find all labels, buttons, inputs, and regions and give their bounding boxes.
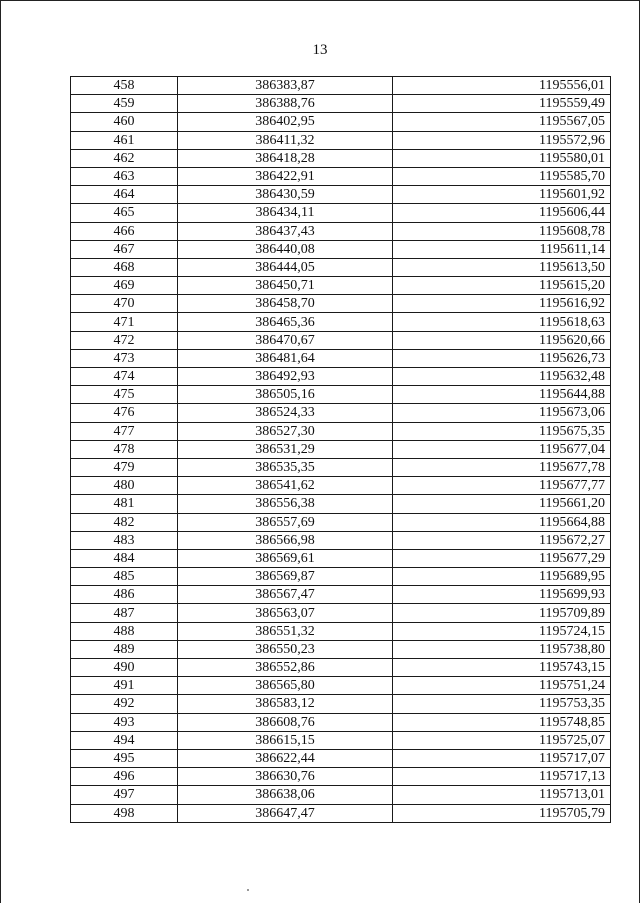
table-row: [71, 586, 611, 604]
point-number-cell: 462: [71, 149, 178, 167]
point-number-cell: 472: [71, 331, 178, 349]
y-coordinate-cell: 1195661,20: [393, 495, 611, 513]
table-row: [71, 495, 611, 513]
y-coordinate-cell: 1195613,50: [393, 258, 611, 276]
point-number-cell: 495: [71, 749, 178, 767]
y-coordinate-cell: 1195620,66: [393, 331, 611, 349]
coordinates-table: [70, 76, 611, 823]
table-row: [71, 167, 611, 185]
x-coordinate-cell: 386567,47: [178, 586, 393, 604]
y-coordinate-cell: 1195567,05: [393, 113, 611, 131]
x-coordinate-cell: 386583,12: [178, 695, 393, 713]
y-coordinate-cell: 1195559,49: [393, 95, 611, 113]
y-coordinate-cell: 1195751,24: [393, 677, 611, 695]
y-coordinate-cell: 1195618,63: [393, 313, 611, 331]
x-coordinate-cell: 386402,95: [178, 113, 393, 131]
point-number-cell: 459: [71, 95, 178, 113]
y-coordinate-cell: 1195606,44: [393, 204, 611, 222]
y-coordinate-cell: 1195689,95: [393, 568, 611, 586]
page-number: 13: [312, 42, 328, 58]
point-number-cell: 473: [71, 349, 178, 367]
table-row: [71, 804, 611, 822]
table-row: [71, 458, 611, 476]
y-coordinate-cell: 1195585,70: [393, 167, 611, 185]
point-number-cell: 498: [71, 804, 178, 822]
table-row: [71, 604, 611, 622]
y-coordinate-cell: 1195717,13: [393, 768, 611, 786]
table-row: [71, 349, 611, 367]
x-coordinate-cell: 386418,28: [178, 149, 393, 167]
y-coordinate-cell: 1195709,89: [393, 604, 611, 622]
x-coordinate-cell: 386444,05: [178, 258, 393, 276]
table-row: [71, 768, 611, 786]
table-row: [71, 295, 611, 313]
x-coordinate-cell: 386492,93: [178, 368, 393, 386]
point-number-cell: 488: [71, 622, 178, 640]
y-coordinate-cell: 1195743,15: [393, 659, 611, 677]
point-number-cell: 483: [71, 531, 178, 549]
table-row: [71, 549, 611, 567]
x-coordinate-cell: 386557,69: [178, 513, 393, 531]
table-row: [71, 513, 611, 531]
table-row: [71, 313, 611, 331]
table-row: [71, 713, 611, 731]
x-coordinate-cell: 386638,06: [178, 786, 393, 804]
x-coordinate-cell: 386550,23: [178, 640, 393, 658]
point-number-cell: 468: [71, 258, 178, 276]
point-number-cell: 458: [71, 77, 178, 95]
x-coordinate-cell: 386437,43: [178, 222, 393, 240]
point-number-cell: 474: [71, 368, 178, 386]
table-row: [71, 731, 611, 749]
y-coordinate-cell: 1195677,77: [393, 477, 611, 495]
x-coordinate-cell: 386411,32: [178, 131, 393, 149]
y-coordinate-cell: 1195632,48: [393, 368, 611, 386]
point-number-cell: 465: [71, 204, 178, 222]
table-row: [71, 568, 611, 586]
y-coordinate-cell: 1195611,14: [393, 240, 611, 258]
y-coordinate-cell: 1195677,04: [393, 440, 611, 458]
x-coordinate-cell: 386470,67: [178, 331, 393, 349]
y-coordinate-cell: 1195717,07: [393, 749, 611, 767]
point-number-cell: 493: [71, 713, 178, 731]
table-row: [71, 477, 611, 495]
x-coordinate-cell: 386434,11: [178, 204, 393, 222]
x-coordinate-cell: 386556,38: [178, 495, 393, 513]
x-coordinate-cell: 386531,29: [178, 440, 393, 458]
table-row: [71, 422, 611, 440]
table-row: [71, 222, 611, 240]
y-coordinate-cell: 1195673,06: [393, 404, 611, 422]
y-coordinate-cell: 1195724,15: [393, 622, 611, 640]
x-coordinate-cell: 386450,71: [178, 277, 393, 295]
x-coordinate-cell: 386524,33: [178, 404, 393, 422]
y-coordinate-cell: 1195644,88: [393, 386, 611, 404]
point-number-cell: 490: [71, 659, 178, 677]
table-row: [71, 331, 611, 349]
table-row: [71, 749, 611, 767]
x-coordinate-cell: 386566,98: [178, 531, 393, 549]
y-coordinate-cell: 1195725,07: [393, 731, 611, 749]
y-coordinate-cell: 1195664,88: [393, 513, 611, 531]
table-row: [71, 368, 611, 386]
point-number-cell: 470: [71, 295, 178, 313]
y-coordinate-cell: 1195672,27: [393, 531, 611, 549]
table-row: [71, 677, 611, 695]
x-coordinate-cell: 386505,16: [178, 386, 393, 404]
table-row: [71, 204, 611, 222]
point-number-cell: 464: [71, 186, 178, 204]
point-number-cell: 475: [71, 386, 178, 404]
table-row: [71, 386, 611, 404]
y-coordinate-cell: 1195601,92: [393, 186, 611, 204]
x-coordinate-cell: 386622,44: [178, 749, 393, 767]
x-coordinate-cell: 386465,36: [178, 313, 393, 331]
y-coordinate-cell: 1195615,20: [393, 277, 611, 295]
y-coordinate-cell: 1195705,79: [393, 804, 611, 822]
y-coordinate-cell: 1195738,80: [393, 640, 611, 658]
x-coordinate-cell: 386383,87: [178, 77, 393, 95]
point-number-cell: 471: [71, 313, 178, 331]
point-number-cell: 477: [71, 422, 178, 440]
x-coordinate-cell: 386565,80: [178, 677, 393, 695]
point-number-cell: 460: [71, 113, 178, 131]
point-number-cell: 492: [71, 695, 178, 713]
table-row: [71, 659, 611, 677]
point-number-cell: 479: [71, 458, 178, 476]
x-coordinate-cell: 386647,47: [178, 804, 393, 822]
x-coordinate-cell: 386563,07: [178, 604, 393, 622]
point-number-cell: 461: [71, 131, 178, 149]
point-number-cell: 476: [71, 404, 178, 422]
x-coordinate-cell: 386527,30: [178, 422, 393, 440]
table-row: [71, 258, 611, 276]
y-coordinate-cell: 1195713,01: [393, 786, 611, 804]
point-number-cell: 463: [71, 167, 178, 185]
table-row: [71, 786, 611, 804]
table-row: [71, 622, 611, 640]
x-coordinate-cell: 386608,76: [178, 713, 393, 731]
x-coordinate-cell: 386481,64: [178, 349, 393, 367]
point-number-cell: 494: [71, 731, 178, 749]
table-row: [71, 186, 611, 204]
point-number-cell: 497: [71, 786, 178, 804]
table-row: [71, 240, 611, 258]
point-number-cell: 484: [71, 549, 178, 567]
y-coordinate-cell: 1195608,78: [393, 222, 611, 240]
y-coordinate-cell: 1195677,78: [393, 458, 611, 476]
y-coordinate-cell: 1195626,73: [393, 349, 611, 367]
x-coordinate-cell: 386615,15: [178, 731, 393, 749]
table-row: [71, 277, 611, 295]
x-coordinate-cell: 386551,32: [178, 622, 393, 640]
point-number-cell: 482: [71, 513, 178, 531]
y-coordinate-cell: 1195753,35: [393, 695, 611, 713]
y-coordinate-cell: 1195677,29: [393, 549, 611, 567]
point-number-cell: 496: [71, 768, 178, 786]
coordinates-table-body: [71, 77, 611, 823]
x-coordinate-cell: 386541,62: [178, 477, 393, 495]
y-coordinate-cell: 1195616,92: [393, 295, 611, 313]
x-coordinate-cell: 386422,91: [178, 167, 393, 185]
x-coordinate-cell: 386440,08: [178, 240, 393, 258]
table-row: [71, 695, 611, 713]
point-number-cell: 480: [71, 477, 178, 495]
x-coordinate-cell: 386569,61: [178, 549, 393, 567]
y-coordinate-cell: 1195675,35: [393, 422, 611, 440]
y-coordinate-cell: 1195556,01: [393, 77, 611, 95]
y-coordinate-cell: 1195748,85: [393, 713, 611, 731]
point-number-cell: 467: [71, 240, 178, 258]
point-number-cell: 487: [71, 604, 178, 622]
table-row: [71, 113, 611, 131]
point-number-cell: 478: [71, 440, 178, 458]
x-coordinate-cell: 386569,87: [178, 568, 393, 586]
table-row: [71, 95, 611, 113]
point-number-cell: 486: [71, 586, 178, 604]
x-coordinate-cell: 386430,59: [178, 186, 393, 204]
point-number-cell: 491: [71, 677, 178, 695]
y-coordinate-cell: 1195572,96: [393, 131, 611, 149]
y-coordinate-cell: 1195580,01: [393, 149, 611, 167]
table-row: [71, 640, 611, 658]
point-number-cell: 489: [71, 640, 178, 658]
x-coordinate-cell: 386458,70: [178, 295, 393, 313]
table-row: [71, 404, 611, 422]
x-coordinate-cell: 386535,35: [178, 458, 393, 476]
point-number-cell: 466: [71, 222, 178, 240]
point-number-cell: 469: [71, 277, 178, 295]
table-row: [71, 131, 611, 149]
x-coordinate-cell: 386552,86: [178, 659, 393, 677]
table-row: [71, 440, 611, 458]
point-number-cell: 481: [71, 495, 178, 513]
scan-artifact: [247, 889, 249, 891]
table-row: [71, 531, 611, 549]
y-coordinate-cell: 1195699,93: [393, 586, 611, 604]
table-row: [71, 77, 611, 95]
x-coordinate-cell: 386630,76: [178, 768, 393, 786]
table-row: [71, 149, 611, 167]
x-coordinate-cell: 386388,76: [178, 95, 393, 113]
point-number-cell: 485: [71, 568, 178, 586]
